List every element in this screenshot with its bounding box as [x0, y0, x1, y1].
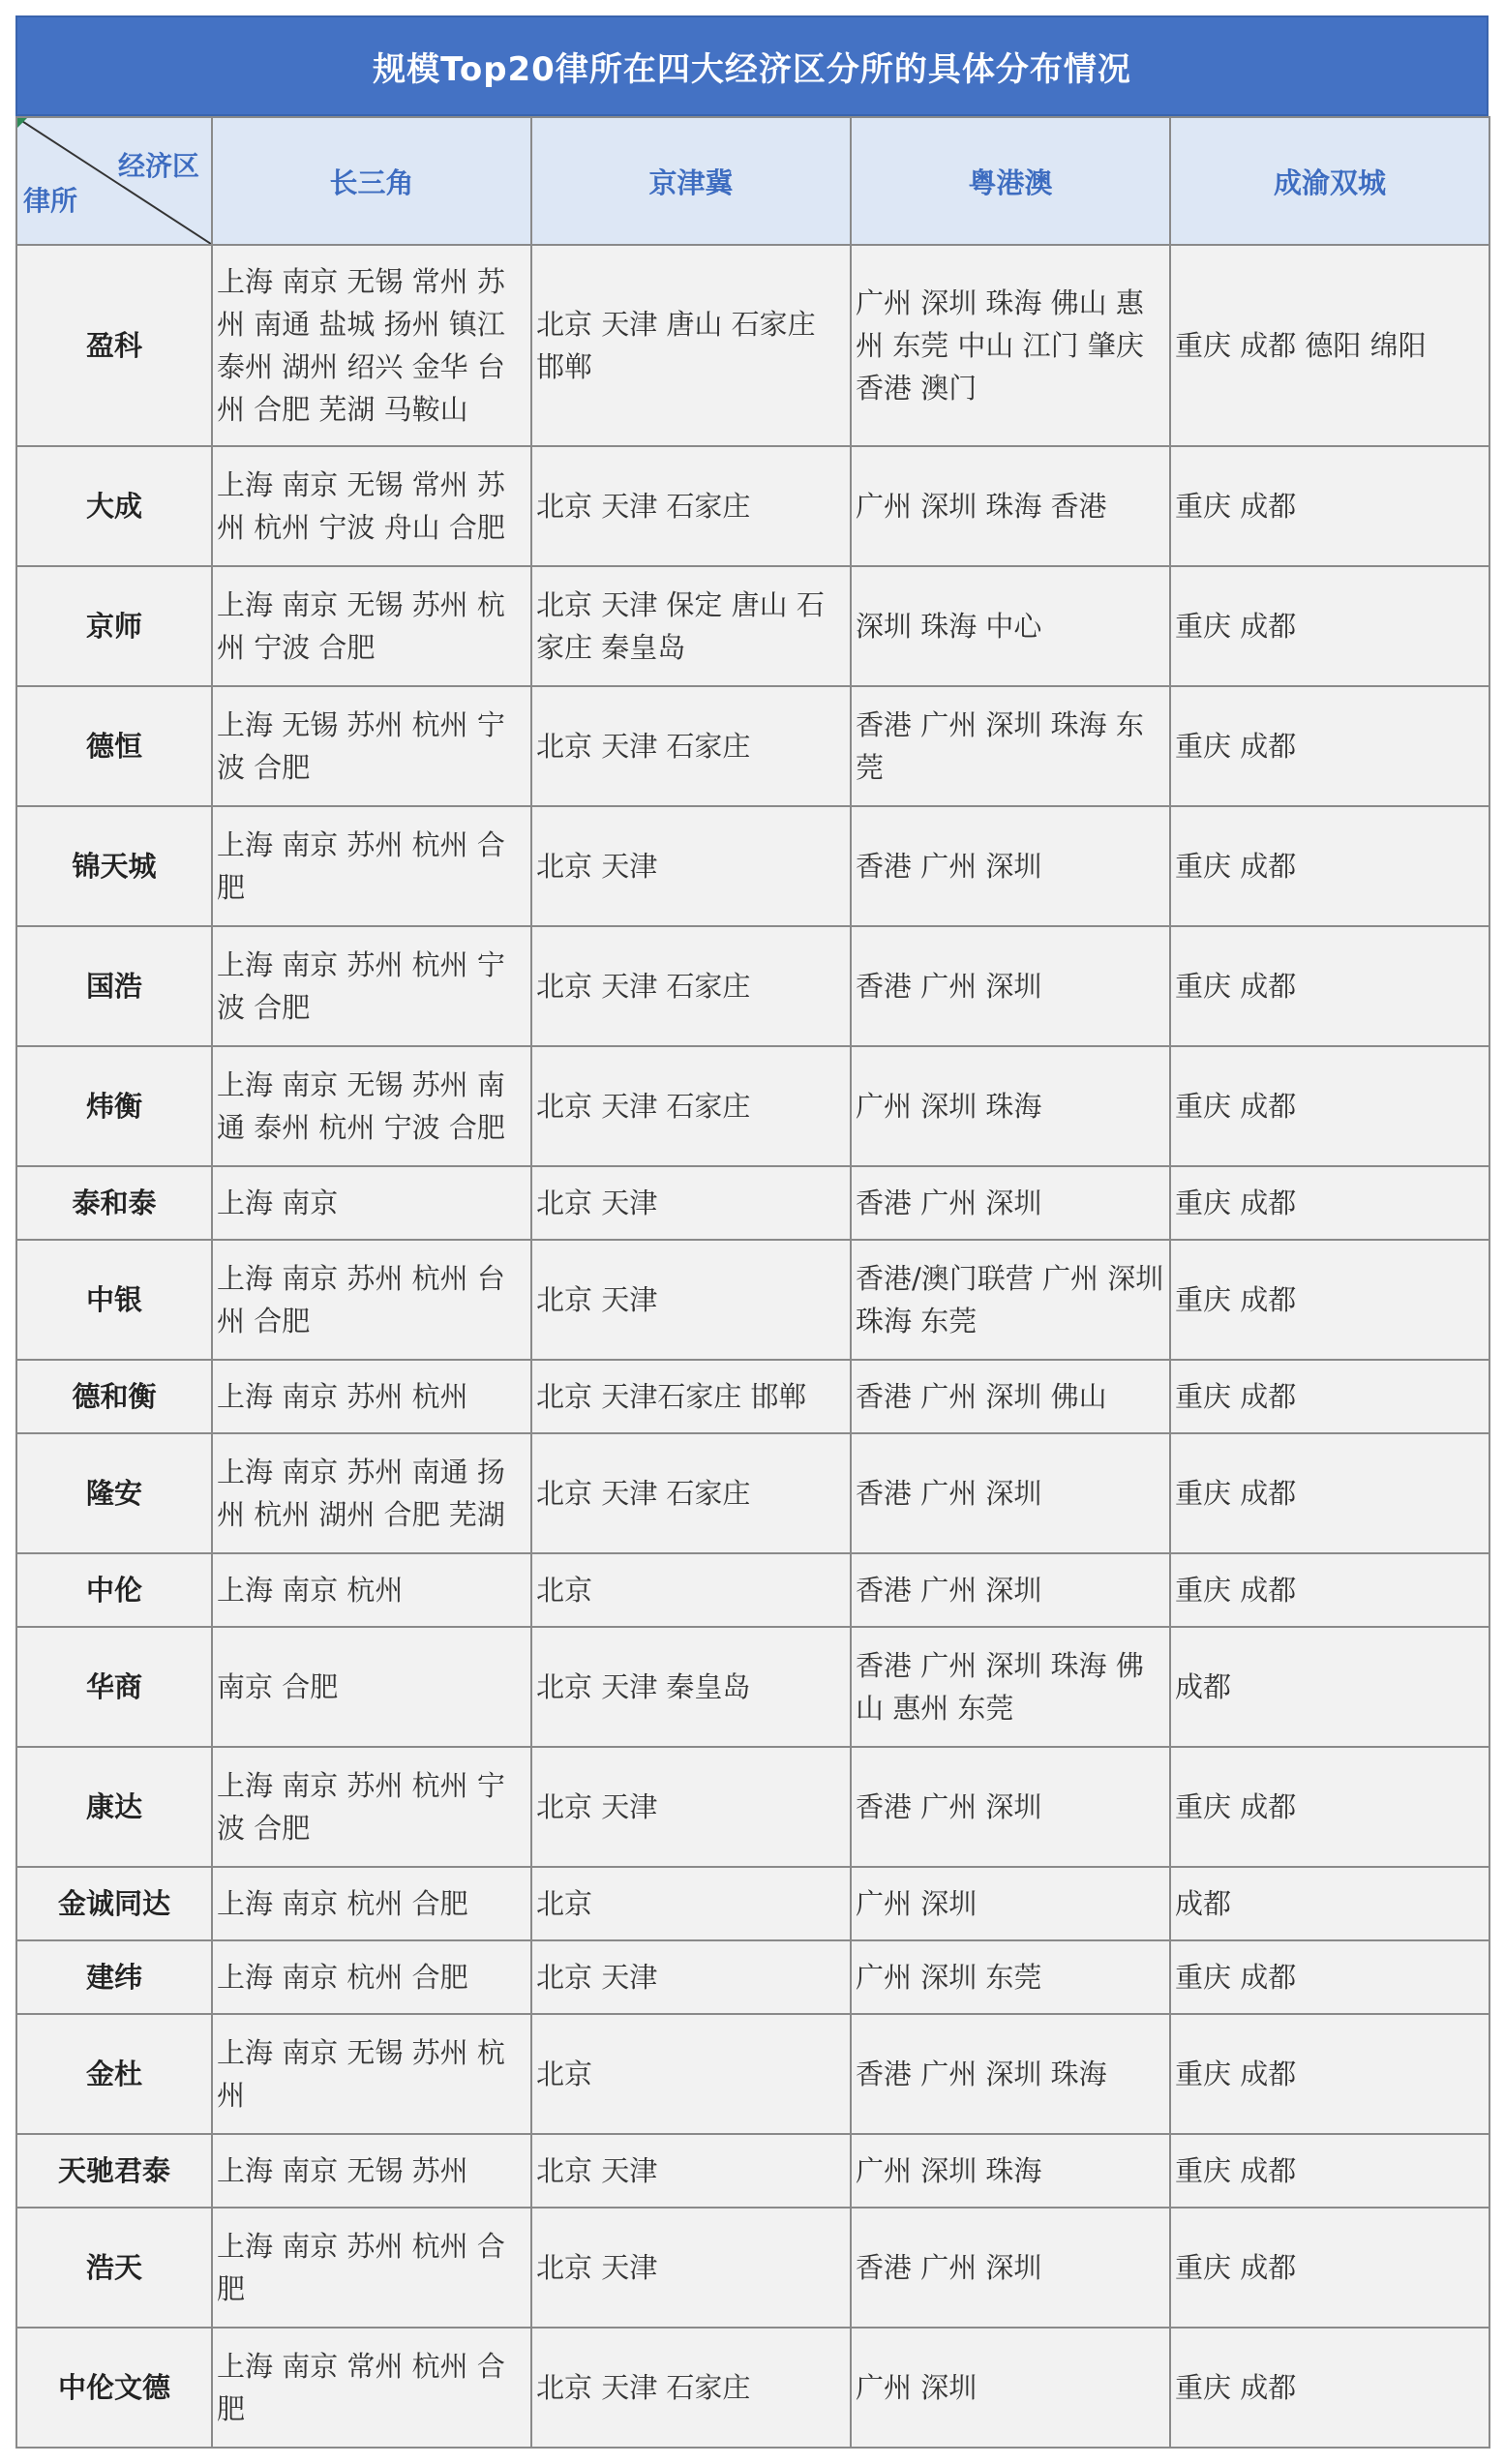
yangtze-delta-cell: 上海 南京 苏州 杭州 合肥 — [212, 806, 531, 926]
table-row — [16, 2208, 1489, 2328]
firm-name-cell: 中伦文德 — [16, 2328, 212, 2448]
beijing-tianjin-hebei-cell: 北京 — [531, 1867, 851, 1940]
beijing-tianjin-hebei-cell: 北京 天津 石家庄 — [531, 1046, 851, 1166]
beijing-tianjin-hebei-cell: 北京 天津 — [531, 1747, 851, 1867]
firm-name-cell: 金诚同达 — [16, 1867, 212, 1940]
table-row — [16, 1166, 1489, 1240]
table-row — [16, 2328, 1489, 2448]
greater-bay-area-cell: 香港 广州 深圳 — [851, 1553, 1170, 1627]
greater-bay-area-cell: 香港 广州 深圳 佛山 — [851, 1360, 1170, 1433]
yangtze-delta-cell: 南京 合肥 — [212, 1627, 531, 1747]
firm-name-cell: 德恒 — [16, 686, 212, 806]
beijing-tianjin-hebei-cell: 北京 天津 保定 唐山 石家庄 秦皇岛 — [531, 566, 851, 686]
yangtze-delta-cell: 上海 南京 苏州 杭州 宁波 合肥 — [212, 1747, 531, 1867]
header-row — [16, 117, 1489, 245]
column-header-gba: 粤港澳 — [851, 117, 1170, 245]
greater-bay-area-cell: 香港 广州 深圳 — [851, 1747, 1170, 1867]
chengdu-chongqing-cell: 重庆 成都 — [1170, 2014, 1489, 2134]
greater-bay-area-cell: 广州 深圳 东莞 — [851, 1940, 1170, 2014]
column-header-jjj: 京津冀 — [531, 117, 851, 245]
yangtze-delta-cell: 上海 南京 无锡 苏州 杭州 宁波 合肥 — [212, 566, 531, 686]
firm-name-cell: 康达 — [16, 1747, 212, 1867]
chengdu-chongqing-cell: 重庆 成都 — [1170, 1433, 1489, 1553]
chengdu-chongqing-cell: 成都 — [1170, 1867, 1489, 1940]
firm-axis-label: 律所 — [23, 185, 78, 217]
firm-name-cell: 隆安 — [16, 1433, 212, 1553]
table-row — [16, 446, 1489, 566]
chengdu-chongqing-cell: 重庆 成都 — [1170, 1747, 1489, 1867]
firm-name-cell: 锦天城 — [16, 806, 212, 926]
beijing-tianjin-hebei-cell: 北京 天津石家庄 邯郸 — [531, 1360, 851, 1433]
chengdu-chongqing-cell: 重庆 成都 — [1170, 806, 1489, 926]
region-axis-label: 经济区 — [117, 150, 199, 182]
greater-bay-area-cell: 香港/澳门联营 广州 深圳 珠海 东莞 — [851, 1240, 1170, 1360]
greater-bay-area-cell: 香港 广州 深圳 — [851, 2208, 1170, 2328]
table-row — [16, 1046, 1489, 1166]
firm-name-cell: 中银 — [16, 1240, 212, 1360]
yangtze-delta-cell: 上海 南京 苏州 杭州 合肥 — [212, 2208, 531, 2328]
beijing-tianjin-hebei-cell: 北京 天津 — [531, 1166, 851, 1240]
yangtze-delta-cell: 上海 南京 无锡 苏州 — [212, 2134, 531, 2208]
beijing-tianjin-hebei-cell: 北京 天津 石家庄 — [531, 926, 851, 1046]
greater-bay-area-cell: 广州 深圳 珠海 — [851, 2134, 1170, 2208]
greater-bay-area-cell: 香港 广州 深圳 珠海 东莞 — [851, 686, 1170, 806]
yangtze-delta-cell: 上海 南京 苏州 杭州 台州 合肥 — [212, 1240, 531, 1360]
chengdu-chongqing-cell: 重庆 成都 — [1170, 566, 1489, 686]
greater-bay-area-cell: 香港 广州 深圳 — [851, 1433, 1170, 1553]
greater-bay-area-cell: 广州 深圳 — [851, 1867, 1170, 1940]
firm-name-cell: 浩天 — [16, 2208, 212, 2328]
firm-name-cell: 建纬 — [16, 1940, 212, 2014]
greater-bay-area-cell: 香港 广州 深圳 珠海 — [851, 2014, 1170, 2134]
greater-bay-area-cell: 广州 深圳 珠海 香港 — [851, 446, 1170, 566]
chengdu-chongqing-cell: 重庆 成都 — [1170, 1166, 1489, 1240]
beijing-tianjin-hebei-cell: 北京 天津 唐山 石家庄 邯郸 — [531, 245, 851, 446]
table-row — [16, 1867, 1489, 1940]
greater-bay-area-cell: 广州 深圳 珠海 佛山 惠州 东莞 中山 江门 肇庆 香港 澳门 — [851, 245, 1170, 446]
yangtze-delta-cell: 上海 南京 苏州 杭州 — [212, 1360, 531, 1433]
diagonal-header-cell — [16, 117, 212, 245]
yangtze-delta-cell: 上海 南京 苏州 南通 扬州 杭州 湖州 合肥 芜湖 — [212, 1433, 531, 1553]
greater-bay-area-cell: 香港 广州 深圳 — [851, 806, 1170, 926]
firm-name-cell: 国浩 — [16, 926, 212, 1046]
chengdu-chongqing-cell: 重庆 成都 — [1170, 1553, 1489, 1627]
firm-name-cell: 泰和泰 — [16, 1166, 212, 1240]
yangtze-delta-cell: 上海 南京 无锡 常州 苏州 南通 盐城 扬州 镇江 泰州 湖州 绍兴 金华 台州 合肥 芜湖 马鞍山 — [212, 245, 531, 446]
table-row — [16, 1627, 1489, 1747]
table-row — [16, 1940, 1489, 2014]
beijing-tianjin-hebei-cell: 北京 天津 — [531, 806, 851, 926]
firm-name-cell: 金杜 — [16, 2014, 212, 2134]
firm-name-cell: 京师 — [16, 566, 212, 686]
chengdu-chongqing-cell: 重庆 成都 — [1170, 1046, 1489, 1166]
table-row — [16, 1553, 1489, 1627]
beijing-tianjin-hebei-cell: 北京 天津 — [531, 1940, 851, 2014]
yangtze-delta-cell: 上海 南京 杭州 — [212, 1553, 531, 1627]
chengdu-chongqing-cell: 重庆 成都 德阳 绵阳 — [1170, 245, 1489, 446]
firm-name-cell: 中伦 — [16, 1553, 212, 1627]
yangtze-delta-cell: 上海 无锡 苏州 杭州 宁波 合肥 — [212, 686, 531, 806]
firm-name-cell: 华商 — [16, 1627, 212, 1747]
column-header-cy: 成渝双城 — [1170, 117, 1489, 245]
beijing-tianjin-hebei-cell: 北京 天津 — [531, 2208, 851, 2328]
table-row — [16, 686, 1489, 806]
greater-bay-area-cell: 香港 广州 深圳 珠海 佛山 惠州 东莞 — [851, 1627, 1170, 1747]
yangtze-delta-cell: 上海 南京 无锡 苏州 南通 泰州 杭州 宁波 合肥 — [212, 1046, 531, 1166]
yangtze-delta-cell: 上海 南京 苏州 杭州 宁波 合肥 — [212, 926, 531, 1046]
yangtze-delta-cell: 上海 南京 杭州 合肥 — [212, 1940, 531, 2014]
greater-bay-area-cell: 广州 深圳 — [851, 2328, 1170, 2448]
firm-name-cell: 大成 — [16, 446, 212, 566]
yangtze-delta-cell: 上海 南京 杭州 合肥 — [212, 1867, 531, 1940]
table-row — [16, 1747, 1489, 1867]
yangtze-delta-cell: 上海 南京 — [212, 1166, 531, 1240]
table-row — [16, 566, 1489, 686]
greater-bay-area-cell: 香港 广州 深圳 — [851, 926, 1170, 1046]
chengdu-chongqing-cell: 重庆 成都 — [1170, 1360, 1489, 1433]
table-row — [16, 1240, 1489, 1360]
table-row — [16, 1360, 1489, 1433]
yangtze-delta-cell: 上海 南京 无锡 苏州 杭州 — [212, 2014, 531, 2134]
beijing-tianjin-hebei-cell: 北京 — [531, 2014, 851, 2134]
table-row — [16, 806, 1489, 926]
column-header-yrd: 长三角 — [212, 117, 531, 245]
chengdu-chongqing-cell: 重庆 成都 — [1170, 1940, 1489, 2014]
beijing-tianjin-hebei-cell: 北京 — [531, 1553, 851, 1627]
firm-name-cell: 炜衡 — [16, 1046, 212, 1166]
yangtze-delta-cell: 上海 南京 常州 杭州 合肥 — [212, 2328, 531, 2448]
corner-marker — [17, 118, 27, 128]
table-row — [16, 2134, 1489, 2208]
greater-bay-area-cell: 深圳 珠海 中心 — [851, 566, 1170, 686]
firm-name-cell: 天驰君泰 — [16, 2134, 212, 2208]
table-row — [16, 245, 1489, 446]
greater-bay-area-cell: 香港 广州 深圳 — [851, 1166, 1170, 1240]
table-container — [15, 15, 1489, 2449]
chengdu-chongqing-cell: 重庆 成都 — [1170, 446, 1489, 566]
beijing-tianjin-hebei-cell: 北京 天津 石家庄 — [531, 686, 851, 806]
chengdu-chongqing-cell: 重庆 成都 — [1170, 2208, 1489, 2328]
beijing-tianjin-hebei-cell: 北京 天津 石家庄 — [531, 446, 851, 566]
chengdu-chongqing-cell: 重庆 成都 — [1170, 926, 1489, 1046]
table-title: 规模Top20律所在四大经济区分所的具体分布情况 — [15, 15, 1489, 116]
chengdu-chongqing-cell: 重庆 成都 — [1170, 1240, 1489, 1360]
table-row — [16, 2014, 1489, 2134]
greater-bay-area-cell: 广州 深圳 珠海 — [851, 1046, 1170, 1166]
beijing-tianjin-hebei-cell: 北京 天津 石家庄 — [531, 2328, 851, 2448]
chengdu-chongqing-cell: 重庆 成都 — [1170, 2134, 1489, 2208]
firm-name-cell: 德和衡 — [16, 1360, 212, 1433]
table-row — [16, 926, 1489, 1046]
beijing-tianjin-hebei-cell: 北京 天津 石家庄 — [531, 1433, 851, 1553]
chengdu-chongqing-cell: 重庆 成都 — [1170, 686, 1489, 806]
beijing-tianjin-hebei-cell: 北京 天津 — [531, 2134, 851, 2208]
beijing-tianjin-hebei-cell: 北京 天津 — [531, 1240, 851, 1360]
firm-name-cell: 盈科 — [16, 245, 212, 446]
yangtze-delta-cell: 上海 南京 无锡 常州 苏州 杭州 宁波 舟山 合肥 — [212, 446, 531, 566]
chengdu-chongqing-cell: 重庆 成都 — [1170, 2328, 1489, 2448]
beijing-tianjin-hebei-cell: 北京 天津 秦皇岛 — [531, 1627, 851, 1747]
table-row — [16, 1433, 1489, 1553]
chengdu-chongqing-cell: 成都 — [1170, 1627, 1489, 1747]
distribution-table — [15, 116, 1490, 2449]
